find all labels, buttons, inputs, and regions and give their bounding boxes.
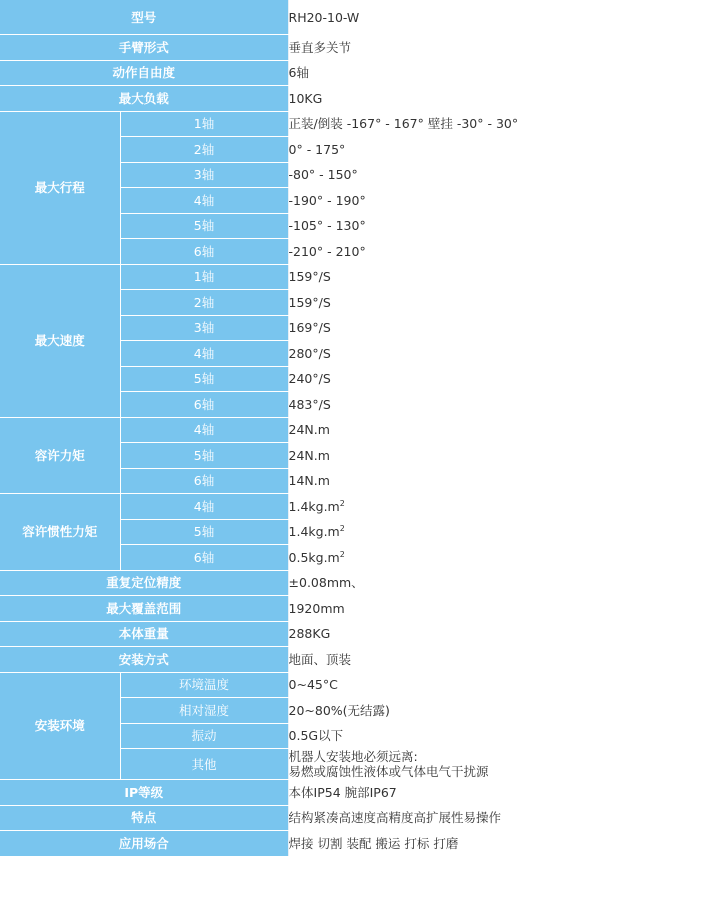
features-value: 结构紧凑高速度高精度高扩展性易操作	[288, 805, 716, 831]
row-weight	[0, 621, 716, 647]
speed-axis-value: 280°/S	[288, 341, 716, 367]
applications-value: 焊接 切割 装配 搬运 打标 打磨	[288, 831, 716, 857]
inertia-axis-label: 6轴	[120, 545, 288, 571]
speed-axis-label: 2轴	[120, 290, 288, 316]
row-model	[0, 0, 716, 35]
repeatability-value: ±0.08mm、	[288, 570, 716, 596]
row-applications	[0, 831, 716, 857]
environment-group-label: 安装环境	[0, 672, 120, 780]
payload-label: 最大负载	[0, 86, 288, 112]
row-env-temperature	[0, 672, 716, 698]
inertia-group-label: 容许惯性力矩	[0, 494, 120, 571]
inertia-axis-value	[288, 519, 716, 545]
speed-group-label: 最大速度	[0, 264, 120, 417]
mounting-value: 地面、顶装	[288, 647, 716, 673]
speed-axis-value: 169°/S	[288, 315, 716, 341]
travel-axis-label: 2轴	[120, 137, 288, 163]
row-speed-1	[0, 264, 716, 290]
travel-group-label: 最大行程	[0, 111, 120, 264]
row-ip	[0, 780, 716, 806]
travel-axis-label: 6轴	[120, 239, 288, 265]
torque-axis-value: 24N.m	[288, 443, 716, 469]
weight-label: 本体重量	[0, 621, 288, 647]
weight-value: 288KG	[288, 621, 716, 647]
travel-axis-value: 0° - 175°	[288, 137, 716, 163]
inertia-value-exponent: 2	[339, 498, 345, 508]
speed-axis-value: 159°/S	[288, 290, 716, 316]
other-value-line-2: 易燃或腐蚀性液体或气体电气干扰源	[288, 764, 489, 779]
travel-axis-value: -80° - 150°	[288, 162, 716, 188]
other-value	[288, 749, 716, 780]
row-dof	[0, 60, 716, 86]
torque-axis-label: 4轴	[120, 417, 288, 443]
vibration-label: 振动	[120, 723, 288, 749]
arm-form-label: 手臂形式	[0, 35, 288, 61]
payload-value: 10KG	[288, 86, 716, 112]
speed-axis-value: 240°/S	[288, 366, 716, 392]
reach-value: 1920mm	[288, 596, 716, 622]
travel-axis-label: 3轴	[120, 162, 288, 188]
inertia-axis-label: 5轴	[120, 519, 288, 545]
reach-label: 最大覆盖范围	[0, 596, 288, 622]
inertia-axis-value	[288, 494, 716, 520]
speed-axis-value: 159°/S	[288, 264, 716, 290]
row-payload	[0, 86, 716, 112]
row-arm-form	[0, 35, 716, 61]
inertia-value-exponent: 2	[339, 549, 345, 559]
speed-axis-label: 1轴	[120, 264, 288, 290]
travel-axis-label: 5轴	[120, 213, 288, 239]
inertia-value-exponent: 2	[339, 524, 345, 534]
row-travel-1	[0, 111, 716, 137]
travel-axis-value: -190° - 190°	[288, 188, 716, 214]
temperature-value: 0~45°C	[288, 672, 716, 698]
ip-value: 本体IP54 腕部IP67	[288, 780, 716, 806]
features-label: 特点	[0, 805, 288, 831]
repeatability-label: 重复定位精度	[0, 570, 288, 596]
humidity-value: 20~80%(无结露)	[288, 698, 716, 724]
torque-axis-value: 14N.m	[288, 468, 716, 494]
row-mounting	[0, 647, 716, 673]
travel-axis-label: 1轴	[120, 111, 288, 137]
other-label: 其他	[120, 749, 288, 780]
arm-form-value: 垂直多关节	[288, 35, 716, 61]
torque-axis-label: 5轴	[120, 443, 288, 469]
applications-label: 应用场合	[0, 831, 288, 857]
row-repeatability	[0, 570, 716, 596]
inertia-axis-label: 4轴	[120, 494, 288, 520]
dof-value: 6轴	[288, 60, 716, 86]
row-reach	[0, 596, 716, 622]
torque-group-label: 容许力矩	[0, 417, 120, 494]
speed-axis-label: 6轴	[120, 392, 288, 418]
travel-axis-value: 正装/倒装 -167° - 167° 壁挂 -30° - 30°	[288, 111, 716, 137]
dof-label: 动作自由度	[0, 60, 288, 86]
temperature-label: 环境温度	[120, 672, 288, 698]
inertia-value-text: 0.5kg.m	[288, 549, 340, 565]
other-value-line-1: 机器人安装地必须远离:	[288, 749, 418, 764]
ip-label: IP等级	[0, 780, 288, 806]
inertia-value-text: 1.4kg.m	[288, 524, 340, 540]
mounting-label: 安装方式	[0, 647, 288, 673]
travel-axis-value: -105° - 130°	[288, 213, 716, 239]
model-label: 型号	[0, 0, 288, 35]
vibration-value: 0.5G以下	[288, 723, 716, 749]
row-torque-4	[0, 417, 716, 443]
speed-axis-label: 4轴	[120, 341, 288, 367]
speed-axis-value: 483°/S	[288, 392, 716, 418]
row-inertia-4	[0, 494, 716, 520]
model-value: RH20-10-W	[288, 0, 716, 35]
travel-axis-label: 4轴	[120, 188, 288, 214]
speed-axis-label: 3轴	[120, 315, 288, 341]
torque-axis-value: 24N.m	[288, 417, 716, 443]
speed-axis-label: 5轴	[120, 366, 288, 392]
inertia-value-text: 1.4kg.m	[288, 498, 340, 514]
torque-axis-label: 6轴	[120, 468, 288, 494]
row-features	[0, 805, 716, 831]
travel-axis-value: -210° - 210°	[288, 239, 716, 265]
humidity-label: 相对湿度	[120, 698, 288, 724]
inertia-axis-value	[288, 545, 716, 571]
